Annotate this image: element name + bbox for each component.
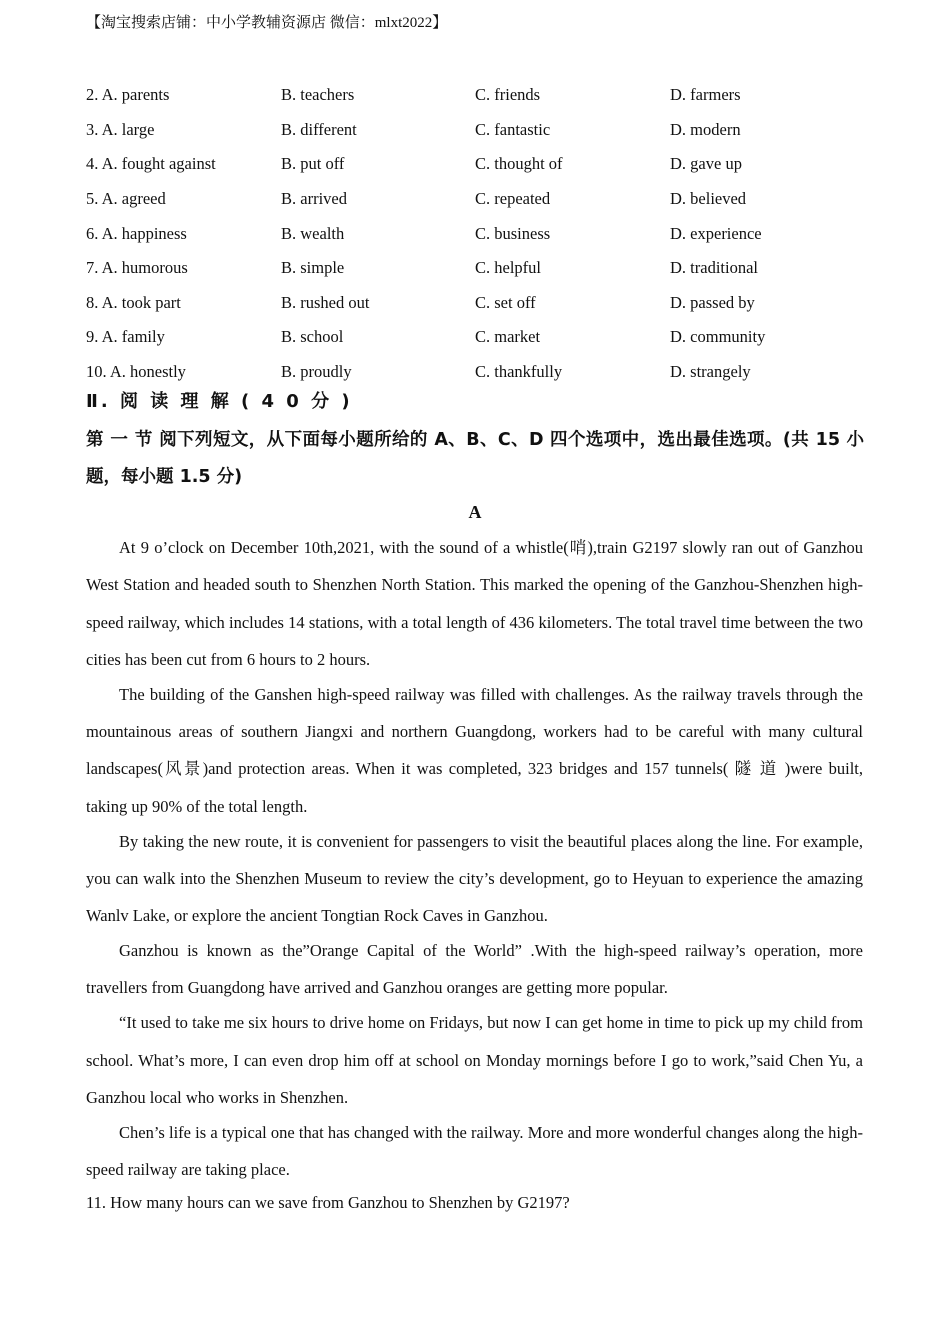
option-d: D. strangely <box>670 362 751 382</box>
header-note: 【淘宝搜索店铺：中小学教辅资源店 微信：mlxt2022】 <box>86 15 448 31</box>
option-d: D. community <box>670 327 766 347</box>
option-a: 2. A. parents <box>86 85 170 105</box>
option-d: D. passed by <box>670 292 755 312</box>
passage-paragraph: At 9 o’clock on December 10th,2021, with the sound of a whistle(哨),train G2197 slowly ran out of Ganzhou West Station and headed south to Shenzhen North Station. This marked the opening of the Ganzhou-Shenzhen high-speed railway, which includes 14 stations, with a total length of 436 kilometers. The total travel time between the two cities has been cut from 6 hours to 2 hours. <box>86 538 863 669</box>
option-d: D. believed <box>670 189 747 209</box>
option-b: B. proudly <box>281 362 352 382</box>
option-row <box>86 113 876 148</box>
option-c: C. fantastic <box>475 119 551 139</box>
option-c: C. repeated <box>475 189 551 209</box>
option-d: D. traditional <box>670 258 758 278</box>
option-row <box>86 355 876 390</box>
option-d: D. experience <box>670 223 762 243</box>
section-instruction: 第 一 节 阅下列短文，从下面每小题所给的 A、B、C、D 四个选项中，选出最佳选项。(共 15 小题，每小题 1.5 分) <box>86 430 864 487</box>
option-a: 6. A. happiness <box>86 223 187 243</box>
option-b: B. different <box>281 119 357 139</box>
question-text: 11. How many hours can we save from Ganzhou to Shenzhen by G2197? <box>86 1193 570 1212</box>
passage-heading: A <box>468 502 482 522</box>
option-row <box>86 147 876 182</box>
option-a: 8. A. took part <box>86 292 181 312</box>
option-row <box>86 216 876 251</box>
option-a: 9. A. family <box>86 327 165 347</box>
option-b: B. rushed out <box>281 292 370 312</box>
option-d: D. gave up <box>670 154 742 174</box>
passage-paragraph: Chen’s life is a typical one that has changed with the railway. More and more wonderful changes along the high-speed railway are taking place. <box>86 1122 863 1180</box>
option-b: B. teachers <box>281 85 355 105</box>
option-a: 4. A. fought against <box>86 154 216 174</box>
answer-options-table <box>86 78 876 389</box>
option-b: B. arrived <box>281 189 347 209</box>
option-c: C. thought of <box>475 154 563 174</box>
passage-paragraph: The building of the Ganshen high-speed railway was filled with challenges. As the railway travels through the mountainous areas of southern Jiangxi and northern Guangdong, workers had to be careful with many cultural landscapes(风景)and protection areas. When it was completed, 323 bridges and 157 tunnels( 隧 道 )were built, taking up 90% of the total length. <box>86 684 863 816</box>
option-row <box>86 320 876 355</box>
option-row <box>86 251 876 286</box>
option-c: C. helpful <box>475 258 541 278</box>
option-a: 7. A. humorous <box>86 258 188 278</box>
passage-paragraph: Ganzhou is known as the”Orange Capital of the World” .With the high-speed railway’s operation, more travellers from Guangdong have arrived and Ganzhou oranges are getting more popular. <box>86 941 863 998</box>
option-d: D. farmers <box>670 85 741 105</box>
option-d: D. modern <box>670 119 741 139</box>
option-c: C. business <box>475 223 551 243</box>
option-a: 3. A. large <box>86 119 155 139</box>
option-b: B. simple <box>281 258 345 278</box>
option-b: B. put off <box>281 154 345 174</box>
option-row <box>86 286 876 321</box>
section-title: Ⅱ. 阅 读 理 解 ( 4 0 分 ) <box>86 391 353 412</box>
option-c: C. friends <box>475 85 541 105</box>
option-row <box>86 182 876 217</box>
option-row <box>86 78 876 113</box>
option-c: C. market <box>475 327 541 347</box>
option-a: 5. A. agreed <box>86 189 166 209</box>
passage-body <box>86 529 863 1186</box>
option-b: B. school <box>281 327 344 347</box>
passage-paragraph: By taking the new route, it is convenient for passengers to visit the beautiful places along the line. For example, you can walk into the Shenzhen Museum to review the city’s development, go to Heyuan to experience the amazing Wanlv Lake, or explore the ancient Tongtian Rock Caves in Ganzhou. <box>86 831 863 926</box>
option-a: 10. A. honestly <box>86 362 186 382</box>
option-b: B. wealth <box>281 223 345 243</box>
option-c: C. set off <box>475 292 536 312</box>
passage-paragraph: “It used to take me six hours to drive home on Fridays, but now I can get home in time to pick up my child from school. What’s more, I can even drop him off at school on Monday mornings before I go to work,”said Chen Yu, a Ganzhou local who works in Shenzhen. <box>86 1013 863 1107</box>
option-c: C. thankfully <box>475 362 563 382</box>
